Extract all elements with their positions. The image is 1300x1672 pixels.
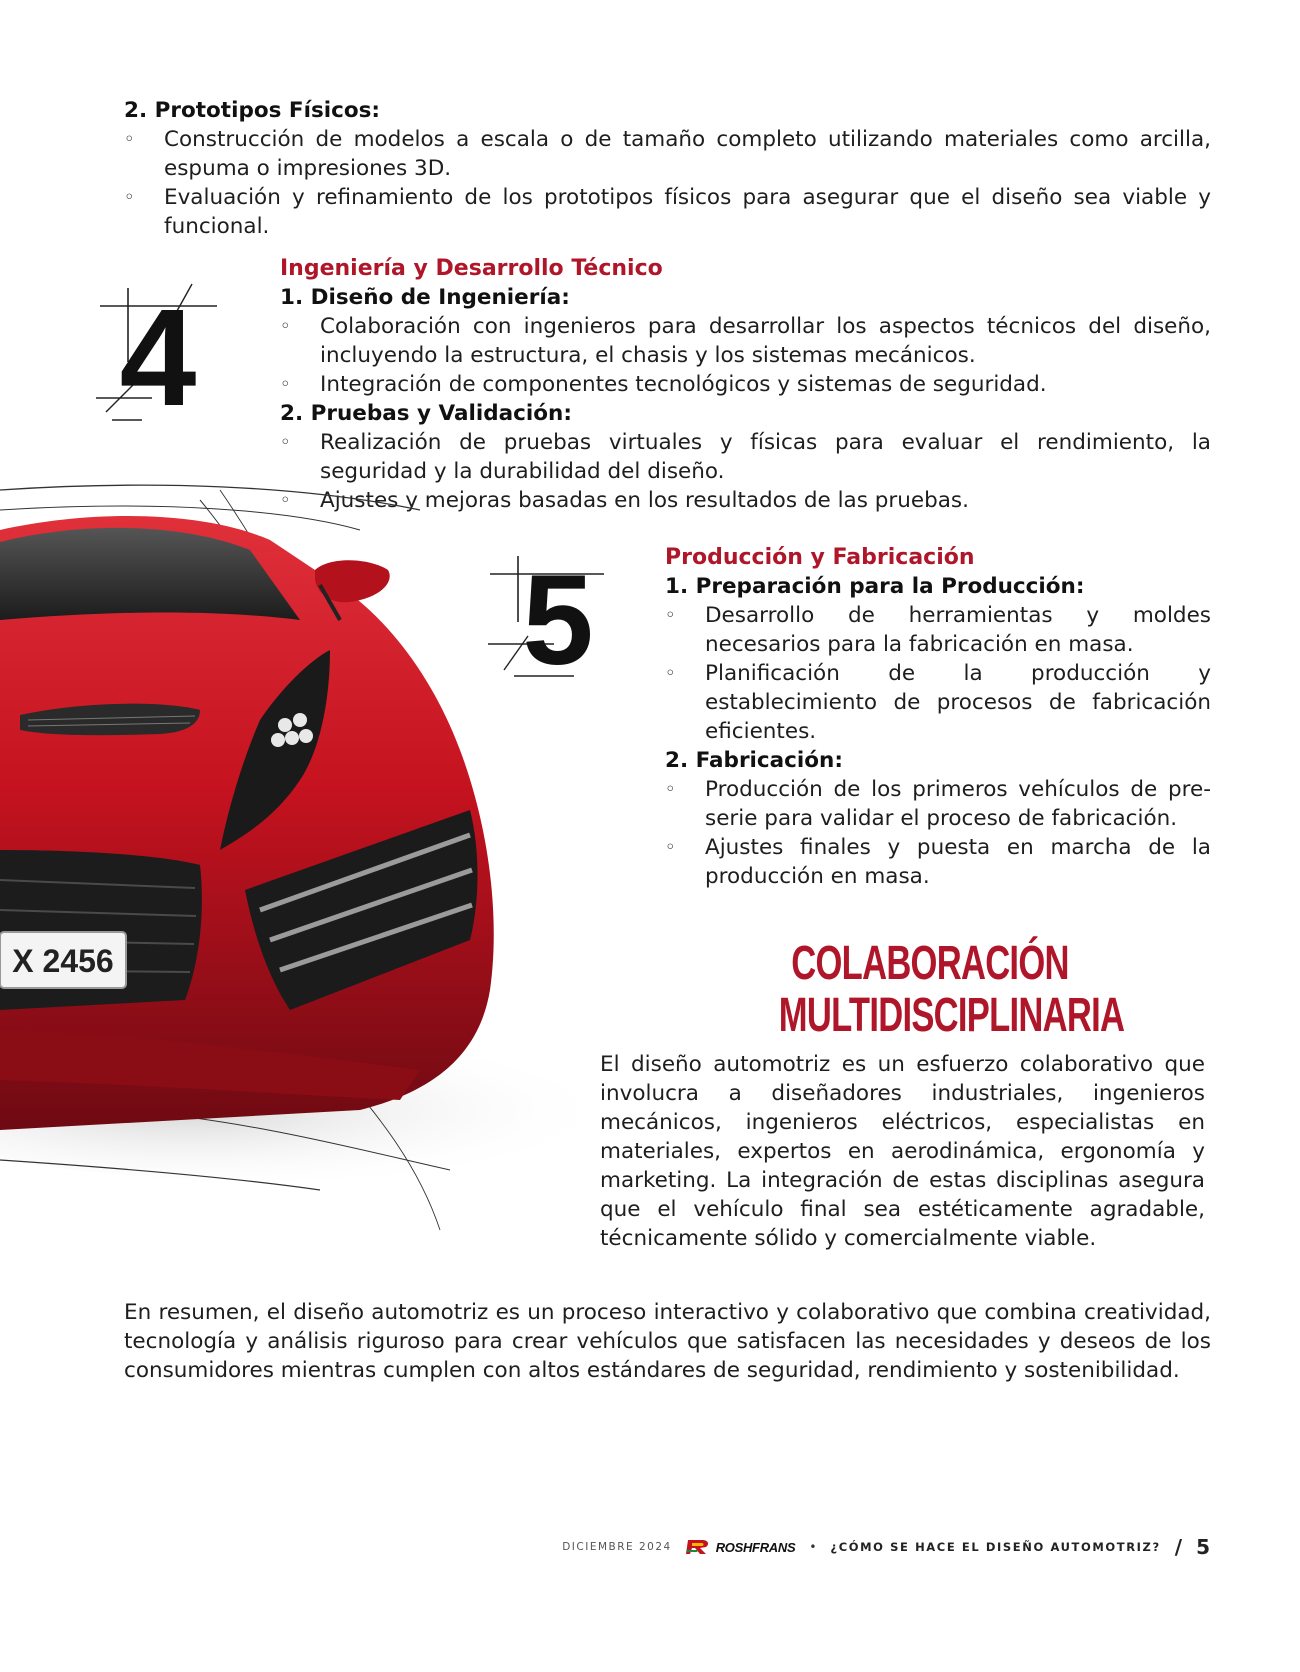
- footer-dot: •: [809, 1540, 817, 1554]
- prototipos-list: [124, 125, 1211, 241]
- collab-paragraph: El diseño automotriz es un esfuerzo colaborativo que involucra a diseñadores industriales, ingenieros mecánicos, ingenieros eléctricos, especialistas en materiales, expertos en aerodinámica, ergonomía y marketing. La integración de estas disciplinas asegura que el vehículo final sea estéticamente agradable, técnicamente sólido y comercialmente viable.: [600, 1052, 1205, 1251]
- footer-article-title: ¿CÓMO SE HACE EL DISEÑO AUTOMOTRIZ?: [830, 1540, 1161, 1554]
- list-item: ◦ Realización de pruebas virtuales y físicas para evaluar el rendimiento, la seguridad y la durabilidad del diseño.: [280, 428, 1211, 486]
- section-5-sub1: 1. Preparación para la Producción:: [665, 574, 1085, 599]
- roshfrans-r-icon: [686, 1538, 712, 1556]
- section-5: [665, 543, 1211, 891]
- section-4-sub1: 1. Diseño de Ingeniería:: [280, 285, 570, 310]
- section-4-title: Ingeniería y Desarrollo Técnico: [280, 256, 663, 281]
- footer-brand: ROSHFRANS: [715, 1539, 796, 1555]
- step-number-5: [484, 552, 614, 687]
- page-footer: [562, 1534, 1210, 1560]
- section-4-sub2: 2. Pruebas y Validación:: [280, 401, 572, 426]
- footer-separator: /: [1174, 1535, 1183, 1559]
- prototipos-heading: 2. Prototipos Físicos:: [124, 98, 381, 123]
- list-item: ◦ Integración de componentes tecnológicos y sistemas de seguridad.: [280, 370, 1211, 399]
- step-number-4: [92, 282, 222, 427]
- collab-heading-line2: MULTIDISCIPLINARIA: [778, 989, 1125, 1042]
- list-item: ◦ Construcción de modelos a escala o de tamaño completo utilizando materiales como arcilla, espuma o impresiones 3D.: [124, 125, 1211, 183]
- list-item: ◦ Desarrollo de herramientas y moldes necesarios para la fabricación en masa.: [665, 601, 1211, 659]
- step-number-5-text: 5: [522, 552, 594, 687]
- list-item: ◦ Colaboración con ingenieros para desarrollar los aspectos técnicos del diseño, incluyendo la estructura, el chasis y los sistemas mecánicos.: [280, 312, 1211, 370]
- section-5-sub2-list: [665, 775, 1211, 891]
- list-item: ◦ Planificación de la producción y establecimiento de procesos de fabricación eficientes.: [665, 659, 1211, 746]
- roshfrans-logo: [686, 1538, 796, 1556]
- footer-date: DICIEMBRE 2024: [562, 1541, 672, 1553]
- page-number: 5: [1196, 1535, 1210, 1559]
- section-5-title: Producción y Fabricación: [665, 545, 975, 570]
- step-number-4-text: 4: [119, 282, 197, 427]
- summary-paragraph: En resumen, el diseño automotriz es un proceso interactivo y colaborativo que combina creatividad, tecnología y análisis riguroso para crear vehículos que satisfacen las necesidades y deseos de los consumidores mientras cumplen con altos estándares de seguridad, rendimiento y sostenibilidad.: [124, 1300, 1211, 1383]
- list-item: ◦ Ajustes y mejoras basadas en los resultados de las pruebas.: [280, 486, 1211, 515]
- collab-heading: [778, 937, 1125, 1042]
- list-item: ◦ Producción de los primeros vehículos de pre-serie para validar el proceso de fabricación.: [665, 775, 1211, 833]
- section-4-sub1-list: [280, 312, 1211, 399]
- prototipos-section: [124, 96, 1211, 241]
- section-5-sub1-list: [665, 601, 1211, 746]
- section-5-sub2: 2. Fabricación:: [665, 748, 843, 773]
- list-item: ◦ Evaluación y refinamiento de los prototipos físicos para asegurar que el diseño sea viable y funcional.: [124, 183, 1211, 241]
- collab-heading-line1: COLABORACIÓN: [791, 937, 1069, 990]
- license-plate-text: X 2456: [12, 943, 114, 979]
- list-item: ◦ Ajustes finales y puesta en marcha de la producción en masa.: [665, 833, 1211, 891]
